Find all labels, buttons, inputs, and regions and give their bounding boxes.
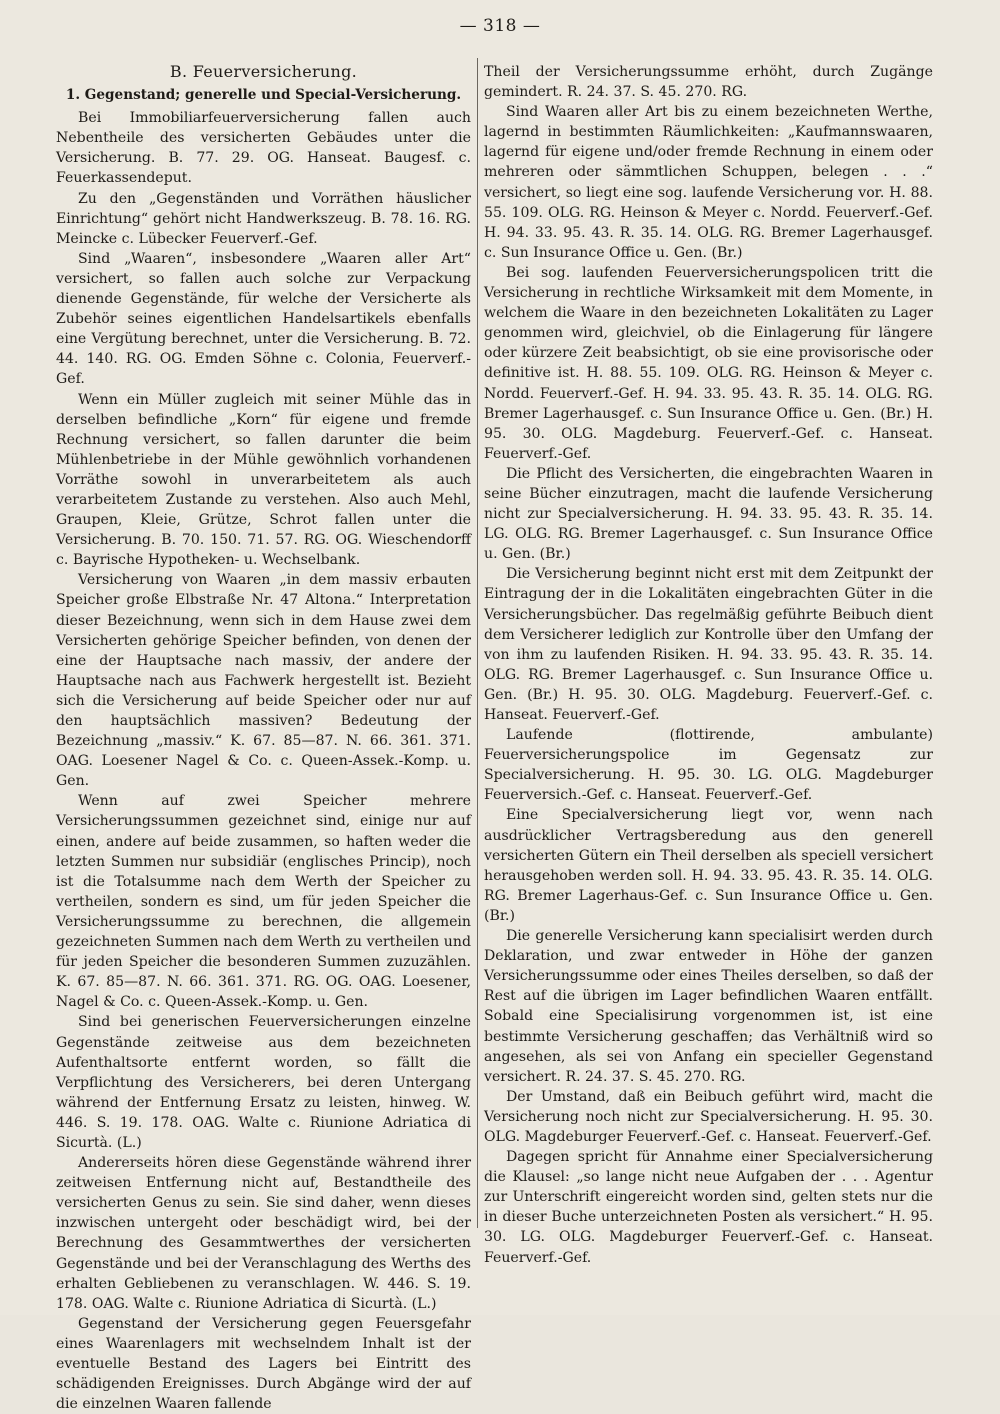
- paragraph: Sind Waaren aller Art bis zu einem bezeichneten Werthe, lagernd in bestimmten Räumlichkeiten: „Kaufmannswaaren, lagernd für eigene und/oder fremde Rechnung in einem oder mehreren oder sämmtlichen Schuppen, belegen . . .“ versichert, so liegt eine sog. laufende Versicherung vor. H. 88. 55. 109. OLG. RG. Heinson & Meyer c. Nordd. Feuerverf.-Gef. H. 94. 33. 95. 43. R. 35. 14. OLG. RG. Bremer Lagerhausgef. c. Sun Insurance Office u. Gen. (Br.): [484, 104, 933, 261]
- left-column: [56, 62, 471, 1414]
- column-divider: [477, 58, 478, 1228]
- paragraph: Die Pflicht des Versicherten, die eingebrachten Waaren in seine Bücher einzutragen, macht die laufende Versicherung nicht zur Specialversicherung. H. 94. 33. 95. 43. R. 35. 14. LG. OLG. RG. Bremer Lagerhausgef. c. Sun Insurance Office u. Gen. (Br.): [484, 465, 933, 563]
- section-heading: B. Feuerversicherung.: [169, 62, 358, 81]
- paragraph: Gegenstand der Versicherung gegen Feuersgefahr eines Waarenlagers mit wechselndem Inhalt ist der eventuelle Bestand des Lagers bei Eintritt des schädigenden Ereignisses. Durch Abgänge wird der auf die einzelnen Waaren fallende: [56, 1315, 471, 1413]
- paragraph-continued: Theil der Versicherungssumme erhöht, durch Zugänge gemindert. R. 24. 37. S. 45. 270. RG.: [484, 64, 933, 101]
- paragraph: Wenn ein Müller zugleich mit seiner Mühle das in derselben befindliche „Korn“ für eigene und fremde Rechnung versichert, so fallen darunter die beim Mühlenbetriebe in der Mühle gewöhnlich vorhandenen Vorräthe sowohl in unverarbeitetem als auch verarbeitetem Zustande zu verstehen. Also auch Mehl, Graupen, Kleie, Grütze, Schrot fallen unter die Versicherung. B. 70. 150. 71. 57. RG. OG. Wieschendorff c. Bayrische Hypotheken- u. Wechselbank.: [56, 391, 471, 569]
- paragraph: Die Versicherung beginnt nicht erst mit dem Zeitpunkt der Eintragung der in die Lokalitäten eingebrachten Güter in die Versicherungsbücher. Das regelmäßig geführte Beibuch dient dem Versicherer lediglich zur Kontrolle über den Umfang der von ihm zu laufenden Risiken. H. 94. 33. 95. 43. R. 35. 14. OLG. RG. Bremer Lagerhausgef. c. Sun Insurance Office u. Gen. (Br.) H. 95. 30. OLG. Magdeburg. Feuerverf.-Gef. c. Hanseat. Feuerverf.-Gef.: [484, 566, 933, 723]
- paragraph: Andererseits hören diese Gegenstände während ihrer zeitweisen Entfernung nicht auf, Bestandtheile des versicherten Genus zu sein. Sie sind daher, wenn dieses inzwischen untergeht oder beschädigt wird, bei der Berechnung des Gesammtwerthes der versicherten Gegenstände und bei der Veranschlagung des Werths des erhalten Gebliebenen zu veranschlagen. W. 446. S. 19. 178. OAG. Walte c. Riunione Adriatica di Sicurtà. (L.): [56, 1155, 471, 1312]
- paragraph: Die generelle Versicherung kann specialisirt werden durch Deklaration, und zwar entweder in Höhe der ganzen Versicherungssumme oder eines Theiles derselben, so daß der Rest auf die übrigen im Lager befindlichen Waaren entfällt. Sobald eine Specialisirung vorgenommen ist, ist eine bestimmte Versicherung geschaffen; das Verhältniß wird so angesehen, als sei von Anfang ein specieller Gegenstand versichert. R. 24. 37. S. 45. 270. RG.: [484, 928, 933, 1085]
- paragraph: Wenn auf zwei Speicher mehrere Versicherungssummen gezeichnet sind, einige nur auf einen, andere auf beide zusammen, so haften weder die letzten Summen nur subsidiär (englisches Princip), noch ist die Totalsumme nach dem Werth der Speicher zu vertheilen, sondern es sind, um für jeden Speicher die Versicherungssumme zu berechnen, die allgemein gezeichneten Summen nach dem Werth zu vertheilen und für jeden Speicher die besonderen Summen zuzuzählen. K. 67. 85—87. N. 66. 361. 371. RG. OG. OAG. Loesener, Nagel & Co. c. Queen-Assek.-Komp. u. Gen.: [56, 793, 471, 1011]
- right-column: [484, 62, 933, 1268]
- paragraph: Sind bei generischen Feuerversicherungen einzelne Gegenstände zeitweise aus dem bezeichneten Aufenthaltsorte entfernt worden, so fällt die Verpflichtung des Versicherers, bei deren Untergang während der Entfernung Ersatz zu leisten, hinweg. W. 446. S. 19. 178. OAG. Walte c. Riunione Adriatica di Sicurtà. (L.): [56, 1014, 471, 1151]
- paragraph: Dagegen spricht für Annahme einer Specialversicherung die Klausel: „so lange nicht neue Aufgaben der . . . Agentur zur Unterschrift eingereicht worden sind, gelten stets nur die in dieser Buche unterzeichneten Posten als versichert.“ H. 95. 30. LG. OLG. Magdeburger Feuerverf.-Gef. c. Hanseat. Feuerverf.-Gef.: [484, 1149, 933, 1266]
- subsection-heading: 1. Gegenstand; generelle und Special-Versicherung.: [65, 87, 462, 104]
- paragraph: Eine Specialversicherung liegt vor, wenn nach ausdrücklicher Vertragsberedung aus den generell versicherten Gütern ein Theil derselben als speciell versichert herausgehoben werden soll. H. 94. 33. 95. 43. R. 35. 14. OLG. RG. Bremer Lagerhaus-Gef. c. Sun Insurance Office u. Gen. (Br.): [484, 807, 933, 924]
- paragraph: Der Umstand, daß ein Beibuch geführt wird, macht die Versicherung noch nicht zur Specialversicherung. H. 95. 30. OLG. Magdeburger Feuerverf.-Gef. c. Hanseat. Feuerverf.-Gef.: [484, 1088, 933, 1145]
- paragraph: Bei sog. laufenden Feuerversicherungspolicen tritt die Versicherung in rechtliche Wirksamkeit mit dem Momente, in welchem die Waare in den bezeichneten Lokalitäten zu Lager genommen wird, gleichviel, ob die Einlagerung für längere oder kürzere Zeit beabsichtigt, ob sie eine provisorische oder definitive ist. H. 88. 55. 109. OLG. RG. Heinson & Meyer c. Nordd. Feuerverf.-Gef. H. 94. 33. 95. 43. R. 35. 14. OLG. RG. Bremer Lagerhausgef. c. Sun Insurance Office u. Gen. (Br.) H. 95. 30. OLG. Magdeburg. Feuerverf.-Gef. c. Hanseat. Feuerverf.-Gef.: [484, 264, 933, 462]
- paragraph: Bei Immobiliarfeuerversicherung fallen auch Nebentheile des versicherten Gebäudes unter die Versicherung. B. 77. 29. OG. Hanseat. Baugesf. c. Feuerkassendeput.: [56, 110, 471, 187]
- page-number: — 318 —: [459, 16, 541, 36]
- paragraph: Zu den „Gegenständen und Vorräthen häuslicher Einrichtung“ gehört nicht Handwerkszeug. B. 78. 16. RG. Meincke c. Lübecker Feuerverf.-Gef.: [56, 190, 471, 247]
- paragraph: Versicherung von Waaren „in dem massiv erbauten Speicher große Elbstraße Nr. 47 Altona.“ Interpretation dieser Bezeichnung, wenn sich in dem Hause zwei dem Versicherten gehörige Speicher befinden, von denen der eine der Hauptsache nach massiv, der andere der Hauptsache nach aus Fachwerk hergestellt ist. Bezieht sich die Versicherung auf beide Speicher oder nur auf den hauptsächlich massiven? Bedeutung der Bezeichnung „massiv.“ K. 67. 85—87. N. 66. 361. 371. OAG. Loesener Nagel & Co. c. Queen-Assek.-Komp. u. Gen.: [56, 572, 471, 790]
- paragraph: Laufende (flottirende, ambulante) Feuerversicherungspolice im Gegensatz zur Specialversicherung. H. 95. 30. LG. OLG. Magdeburger Feuerversich.-Gef. c. Hanseat. Feuerverf.-Gef.: [484, 727, 933, 804]
- paragraph: Sind „Waaren“, insbesondere „Waaren aller Art“ versichert, so fallen auch solche zur Verpackung dienende Gegenstände, für welche der Versicherte als Zubehör seines eigentlichen Handelsartikels ebenfalls eine Vergütung berechnet, unter die Versicherung. B. 72. 44. 140. RG. OG. Emden Söhne c. Colonia, Feuerverf.-Gef.: [56, 250, 471, 388]
